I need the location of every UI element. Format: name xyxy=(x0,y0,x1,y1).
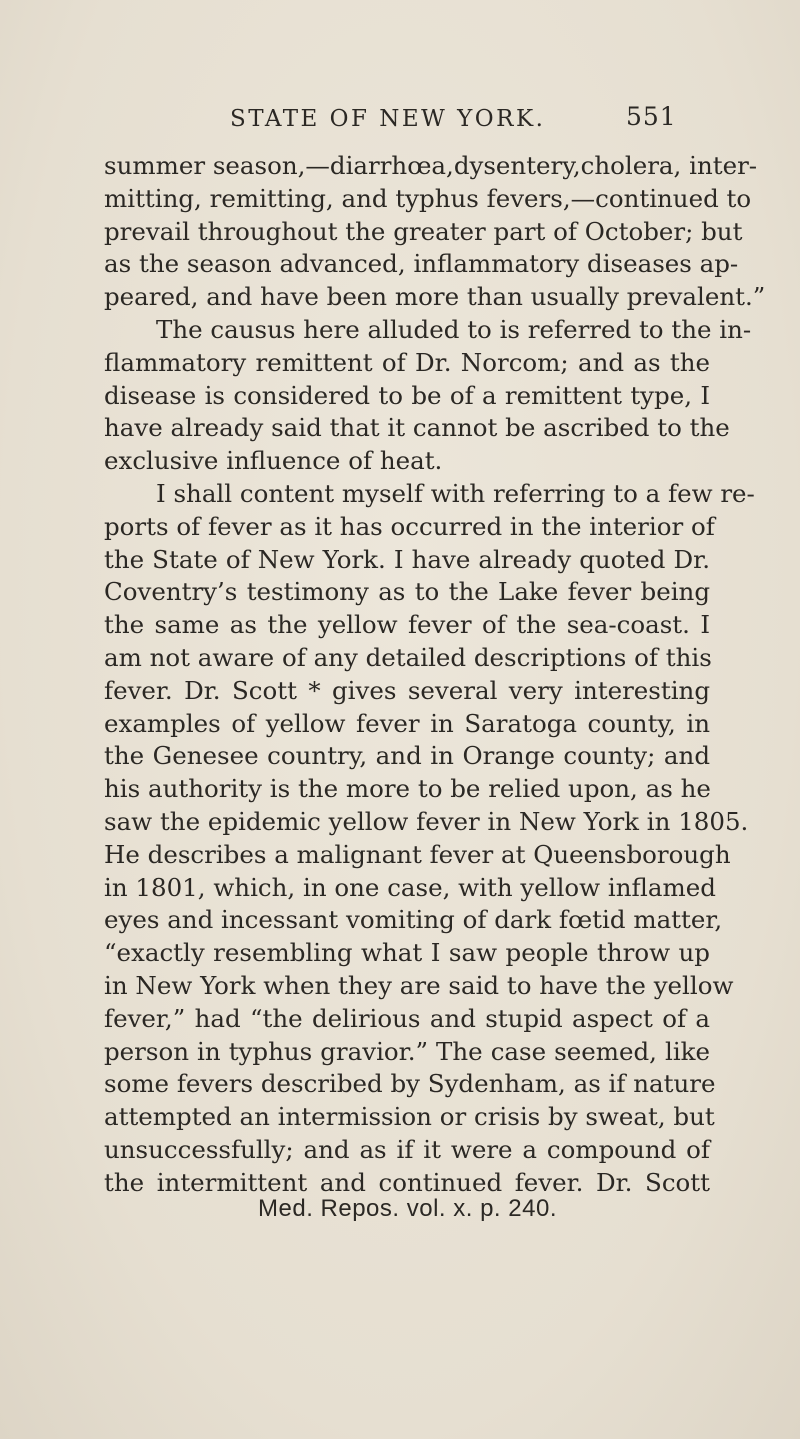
text-line: unsuccessfully; and as if it were a compound of xyxy=(104,1134,710,1164)
text-line: in New York when they are said to have the yellow xyxy=(104,970,734,1000)
text-line: some fevers described by Sydenham, as if nature xyxy=(104,1069,716,1099)
text-line: fever,” had “the delirious and stupid aspect of a xyxy=(104,1003,710,1033)
text-line: the Genesee country, and in Orange county; and xyxy=(104,741,710,771)
text-line: his authority is the more to be relied upon, as he xyxy=(104,774,711,804)
text-line: “exactly resembling what I saw people throw up xyxy=(104,938,710,968)
text-line: The causus here alluded to is referred to the in- xyxy=(156,314,752,344)
page-number: 551 xyxy=(626,102,677,131)
body-text xyxy=(104,150,766,1200)
text-line: ports of fever as it has occurred in the interior of xyxy=(104,511,715,541)
text-line: saw the epidemic yellow fever in New York in 1805. xyxy=(104,806,749,836)
text-line: the intermittent and continued fever. Dr. Scott xyxy=(104,1167,710,1197)
text-line: Coventry’s testimony as to the Lake fever being xyxy=(104,577,710,607)
text-line: in 1801, which, in one case, with yellow inflamed xyxy=(104,872,716,902)
text-line: examples of yellow fever in Saratoga county, in xyxy=(104,708,710,738)
text-line: exclusive influence of heat. xyxy=(104,446,443,476)
text-line: flammatory remittent of Dr. Norcom; and as the xyxy=(104,347,710,377)
text-line: mitting, remitting, and typhus fevers,—continued to xyxy=(104,183,752,213)
text-line: He describes a malignant fever at Queensborough xyxy=(104,839,731,869)
running-head: STATE OF NEW YORK. xyxy=(230,106,546,132)
text-line: am not aware of any detailed descriptions of this xyxy=(104,642,712,672)
text-line: person in typhus gravior.” The case seemed, like xyxy=(104,1036,710,1066)
text-line: the State of New York. I have already quoted Dr. xyxy=(104,544,710,574)
text-line: eyes and incessant vomiting of dark fœtid matter, xyxy=(104,905,723,935)
text-line: attempted an intermission or crisis by sweat, but xyxy=(104,1102,715,1132)
text-line: the same as the yellow fever of the sea-coast. I xyxy=(104,610,710,640)
text-line: disease is considered to be of a remittent type, I xyxy=(104,380,710,410)
page-header xyxy=(0,102,800,140)
footnote: Med. Repos. vol. x. p. 240. xyxy=(258,1195,557,1222)
text-line: peared, and have been more than usually prevalent.” xyxy=(104,282,766,312)
text-line: have already said that it cannot be ascribed to the xyxy=(104,413,730,443)
text-line: fever. Dr. Scott * gives several very interesting xyxy=(104,675,710,705)
text-line: as the season advanced, inflammatory diseases ap- xyxy=(104,249,739,279)
text-line: prevail throughout the greater part of October; but xyxy=(104,216,743,246)
text-line: summer season,—diarrhœa,dysentery,cholera, inter- xyxy=(104,151,758,180)
text-line: I shall content myself with referring to a few re- xyxy=(156,478,755,508)
